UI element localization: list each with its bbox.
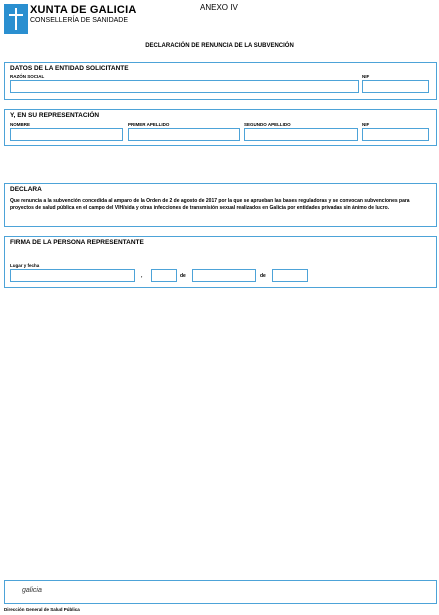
first-surname-label: PRIMER APELLIDO [128, 122, 170, 127]
second-surname-label: SEGUNDO APELLIDO [244, 122, 291, 127]
de-separator-2: de [260, 273, 266, 279]
de-separator-1: de [180, 273, 186, 279]
name-field[interactable] [10, 128, 123, 141]
emblem-cross-horizontal [9, 14, 23, 16]
day-field[interactable] [151, 269, 177, 282]
month-field[interactable] [192, 269, 256, 282]
emblem-cross-vertical [15, 8, 17, 30]
business-name-label: RAZÓN SOCIAL [10, 74, 45, 79]
comma-separator: , [141, 273, 143, 279]
place-date-label: Lugar y fecha [10, 263, 40, 268]
entity-nif-field[interactable] [362, 80, 429, 93]
brand-name: XUNTA DE GALICIA [30, 4, 137, 16]
signature-section [4, 236, 437, 288]
representative-section [4, 109, 437, 146]
department-name: CONSELLERÍA DE SANIDADE [30, 17, 129, 24]
footer-box [4, 580, 437, 604]
name-label: NOMBRE [10, 122, 30, 127]
representative-section-title: Y, EN SU REPRESENTACIÓN [10, 112, 100, 119]
xunta-emblem-icon [4, 4, 28, 34]
entity-section [4, 62, 437, 100]
entity-nif-label: NIF [362, 74, 370, 79]
business-name-field[interactable] [10, 80, 359, 93]
annex-label: ANEXO IV [200, 3, 238, 12]
year-field[interactable] [272, 269, 308, 282]
place-field[interactable] [10, 269, 135, 282]
declaration-section [4, 183, 437, 227]
galicia-logo: galicia [22, 587, 42, 594]
second-surname-field[interactable] [244, 128, 358, 141]
directorate-name: Dirección General de Salud Pública [4, 607, 80, 612]
entity-section-title: DATOS DE LA ENTIDAD SOLICITANTE [10, 65, 129, 72]
first-surname-field[interactable] [128, 128, 240, 141]
representative-nif-field[interactable] [362, 128, 429, 141]
declaration-section-title: DECLARA [10, 186, 42, 193]
document-title: DECLARACIÓN DE RENUNCIA DE LA SUBVENCIÓN [145, 43, 294, 49]
representative-nif-label: NIF [362, 122, 370, 127]
signature-section-title: FIRMA DE LA PERSONA REPRESENTANTE [10, 239, 144, 246]
declaration-text: Que renuncia a la subvención concedida al amparo de la Orden de 2 de agosto de 2017 por la que se aprueban las bases reguladoras y se convocan subvenciones para proyectos de salud pública en el campo del VIH/sida y otras infecciones de transmisión sexual realizados en Galicia por entidades privadas sin ánimo de lucro. [10, 198, 410, 211]
